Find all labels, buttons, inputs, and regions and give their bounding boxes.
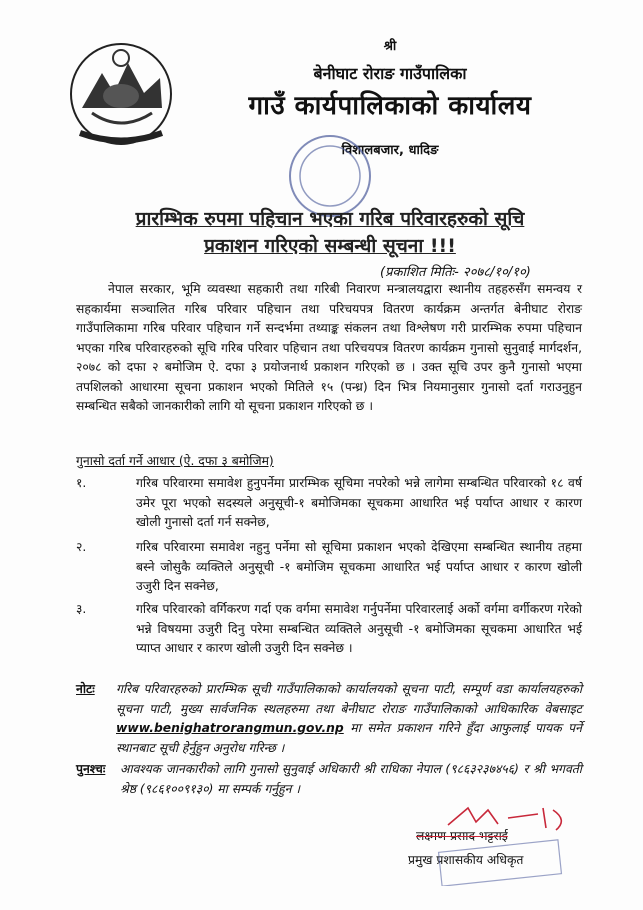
postscript-text: आवश्यक जानकारीको लागि गुनासो सुनुवाई अधिकारी श्री राधिका नेपाल (९८६३२३७४५६) र श्री भगवती श्रेष्ठ (९८६१००९१३०) मा सम्पर्क गर्नुहुन ।	[120, 762, 582, 796]
signatory-name: लक्ष्मण प्रसाद भट्टराई	[416, 829, 508, 843]
office-title: गाउँ कार्यपालिकाको कार्यालय	[248, 91, 532, 121]
list-item-text: गरिब परिवारमा समावेश नहुनु पर्नेमा सो सूचिमा प्रकाशन भएको देखिएमा सम्बन्धित स्थानीय तहमा बस्ने जोसुकै व्यक्तिले अनुसूची -१ बमोजिम सूचकमा आधारित भई पर्याप्त आधार र कारण खोली उजुरी दिन सक्नेछ,	[136, 540, 582, 593]
header-shri: श्री	[383, 39, 397, 54]
published-date: (प्रकाशित मितिः- २०७८/१०/१०)	[380, 265, 531, 280]
list-item	[76, 538, 582, 597]
list-item-text: गरिब परिवारको वर्गिकरण गर्दा एक वर्गमा समावेश गर्नुपर्नेमा परिवारलाई अर्को वर्गमा वर्गीकरण गरेको भन्ने विषयमा उजुरी दिनु परेमा सम्बन्धित व्यक्तिले अनुसूची -१ बमोजिमका सूचकमा आधारित भई प्याप्त आधार र कारण खोली उजुरी दिन सक्नेछ ।	[136, 602, 582, 655]
note-text: गरिब परिवारहरुको प्रारम्भिक सूची गाउँपालिकाको कार्यालयको सूचना पाटी, सम्पूर्ण वडा कार्यालयहरुको सूचना पाटी, मुख्य सार्वजनिक स्थलहरुमा तथा बेनीघाट रोराङ गाउँपालिकाको आधिकारिक वेबसाइट	[116, 682, 582, 716]
note-text-after: मा समेत प्रकाशन गरिने हुँदा आफुलाई पायक पर्ने स्थानबाट सूची हेर्नुहुन अनुरोध गरिन्छ ।	[116, 721, 582, 755]
basis-heading: गुनासो दर्ता गर्ने आधार (ऐ. दफा ३ बमोजिम)	[76, 454, 274, 468]
list-item	[76, 600, 582, 659]
note-label: नोटः	[76, 682, 95, 696]
municipality-name: बेनीघाट रोराङ गाउँपालिका	[313, 64, 467, 83]
official-stamp-icon	[430, 836, 580, 886]
notice-title-line1: प्रारम्भिक रुपमा पहिचान भएका गरिब परिवारहरुको सूचि	[135, 208, 525, 230]
list-item-number: २.	[76, 540, 87, 554]
notice-title-line2: प्रकाशन गरिएको सम्बन्धी सूचना !!!	[204, 235, 456, 257]
nepal-emblem-icon	[62, 38, 180, 150]
list-item-number: १.	[76, 476, 87, 490]
postscript-label: पुनश्चः	[76, 762, 106, 776]
website-link[interactable]: www.benighatrorangmun.gov.np	[116, 721, 344, 735]
signatory-title: प्रमुख प्रशासकीय अधिकृत	[408, 853, 524, 867]
list-item	[76, 474, 582, 533]
note-section	[76, 680, 582, 758]
office-address: विशालबजार, धादिङ	[341, 143, 439, 158]
list-item-text: गरिब परिवारमा समावेश हुनुपर्नेमा प्रारम्भिक सूचिमा नपरेको भन्ने लागेमा सम्बन्धित परिवारको १८ वर्ष उमेर पूरा भएको सदस्यले अनुसूची-१ बमोजिमका सूचकमा आधारित भई पर्याप्त आधार र कारण खोली गुनासो दर्ता गर्न सक्नेछ,	[136, 476, 582, 529]
list-item-number: ३.	[76, 602, 87, 616]
postscript-section	[76, 760, 582, 799]
body-paragraph: नेपाल सरकार, भूमि व्यवस्था सहकारी तथा गरिबी निवारण मन्त्रालयद्वारा स्थानीय तहहरुसँग समन्वय र सहकार्यमा सञ्चालित गरिब परिवार पहिचान तथा परिचयपत्र वितरण कार्यक्रम अन्तर्गत बेनीघाट रोराङ गाउँपालिकामा गरिब परिवार पहिचान गर्ने सन्दर्भमा तथ्याङ्क संकलन तथा विश्लेषण गरी प्रारम्भिक रुपमा पहिचान भएका गरिब परिवारहरुको सूचि गरिब परिवार पहिचान तथा परिचयपत्र वितरण कार्यक्रम गुनासो सुनुवाई मार्गदर्शन, २०७८ को दफा २ बमोजिम ऐ. दफा ३ प्रयोजनार्थ प्रकाशन गरिएको छ । उक्त सूचि उपर कुनै गुनासो भएमा तपशिलको आधारमा सूचना प्रकाशन भएको मितिले १५ (पन्ध्र) दिन भित्र नियमानुसार गुनासो दर्ता गराउनुहुन सम्बन्धित सबैको जानकारीको लागि यो सूचना प्रकाशन गरिएको छ ।	[76, 282, 582, 413]
